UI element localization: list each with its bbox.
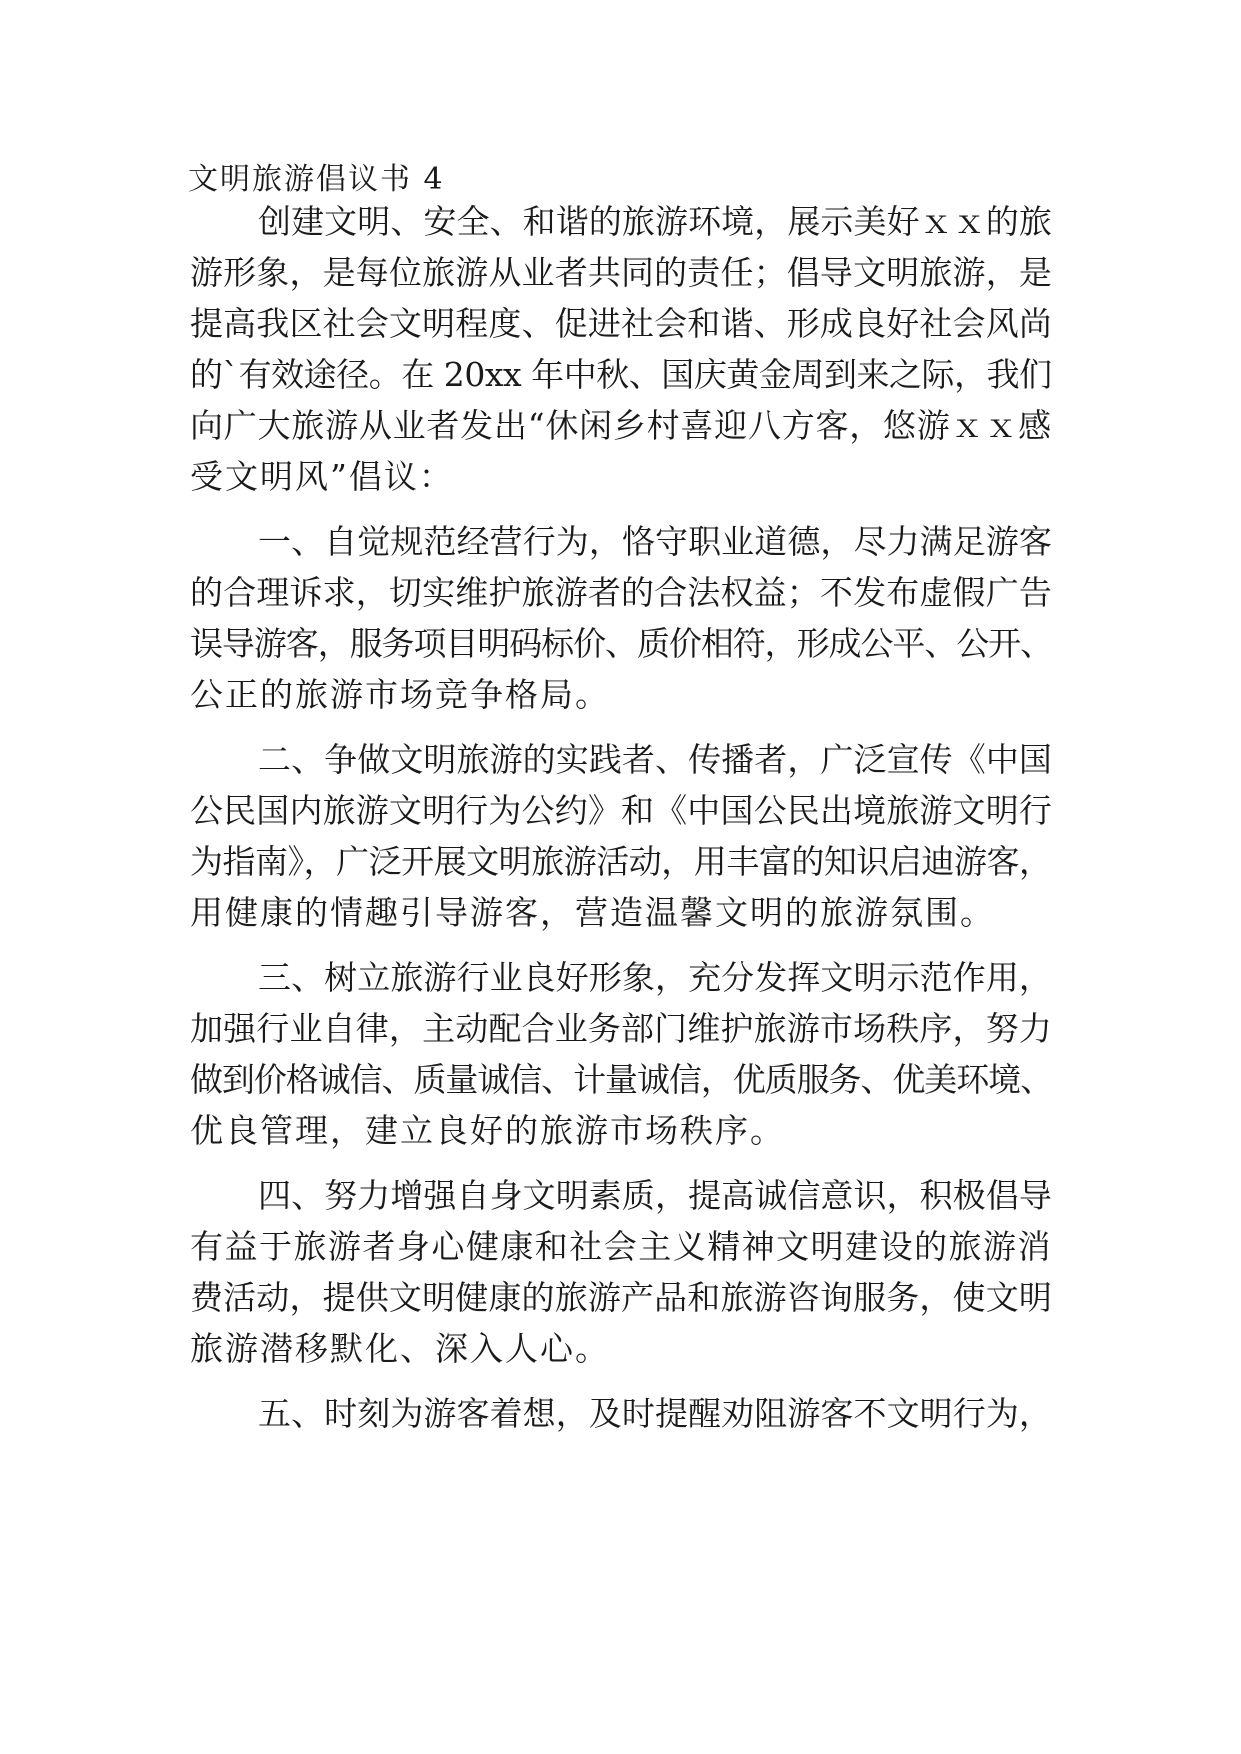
text-line: 误导游客，服务项目明码标价、质价相符，形成公平、公开、 xyxy=(190,624,1053,663)
text-line: 公正的旅游市场竞争格局。 xyxy=(190,675,610,714)
text-line: 有益于旅游者身心健康和社会主义精神文明建设的旅游消 xyxy=(190,1227,1052,1266)
text-line: 旅游潜移默化、深入人心。 xyxy=(190,1329,610,1368)
text-line: 二、争做文明旅游的实践者、传播者，广泛宣传《中国 xyxy=(258,740,1052,779)
document-title: 文明旅游倡议书 4 xyxy=(188,162,445,197)
text-line: 为指南》，广泛开展文明旅游活动，用丰富的知识启迪游客， xyxy=(190,842,1052,881)
text-line: 的`有效途径。在 20xx 年中秋、国庆黄金周到来之际，我们 xyxy=(190,355,1052,394)
text-line: 做到价格诚信、质量诚信、计量诚信，优质服务、优美环境、 xyxy=(190,1060,1053,1099)
text-line: 三、树立旅游行业良好形象，充分发挥文明示范作用， xyxy=(258,958,1052,997)
text-line: 受文明风”倡议： xyxy=(190,457,454,496)
text-line: 的合理诉求，切实维护旅游者的合法权益；不发布虚假广告 xyxy=(190,573,1052,612)
text-line: 向广大旅游从业者发出“休闲乡村喜迎八方客，悠游ｘｘ感 xyxy=(190,406,1052,445)
text-line: 提高我区社会文明程度、促进社会和谐、形成良好社会风尚 xyxy=(190,304,1052,343)
text-line: 一、自觉规范经营行为，恪守职业道德，尽力满足游客 xyxy=(258,522,1052,561)
text-line: 公民国内旅游文明行为公约》和《中国公民出境旅游文明行 xyxy=(190,791,1052,830)
text-line: 五、时刻为游客着想，及时提醒劝阻游客不文明行为， xyxy=(258,1394,1052,1433)
text-line: 用健康的情趣引导游客，营造温馨文明的旅游氛围。 xyxy=(190,893,995,932)
text-line: 加强行业自律，主动配合业务部门维护旅游市场秩序，努力 xyxy=(190,1009,1052,1048)
text-line: 创建文明、安全、和谐的旅游环境，展示美好ｘｘ的旅 xyxy=(258,202,1052,241)
text-line: 游形象，是每位旅游从业者共同的责任；倡导文明旅游，是 xyxy=(190,253,1052,292)
text-line: 优良管理，建立良好的旅游市场秩序。 xyxy=(190,1111,785,1150)
text-line: 四、努力增强自身文明素质，提高诚信意识，积极倡导 xyxy=(258,1176,1052,1215)
text-line: 费活动，提供文明健康的旅游产品和旅游咨询服务，使文明 xyxy=(190,1278,1052,1317)
